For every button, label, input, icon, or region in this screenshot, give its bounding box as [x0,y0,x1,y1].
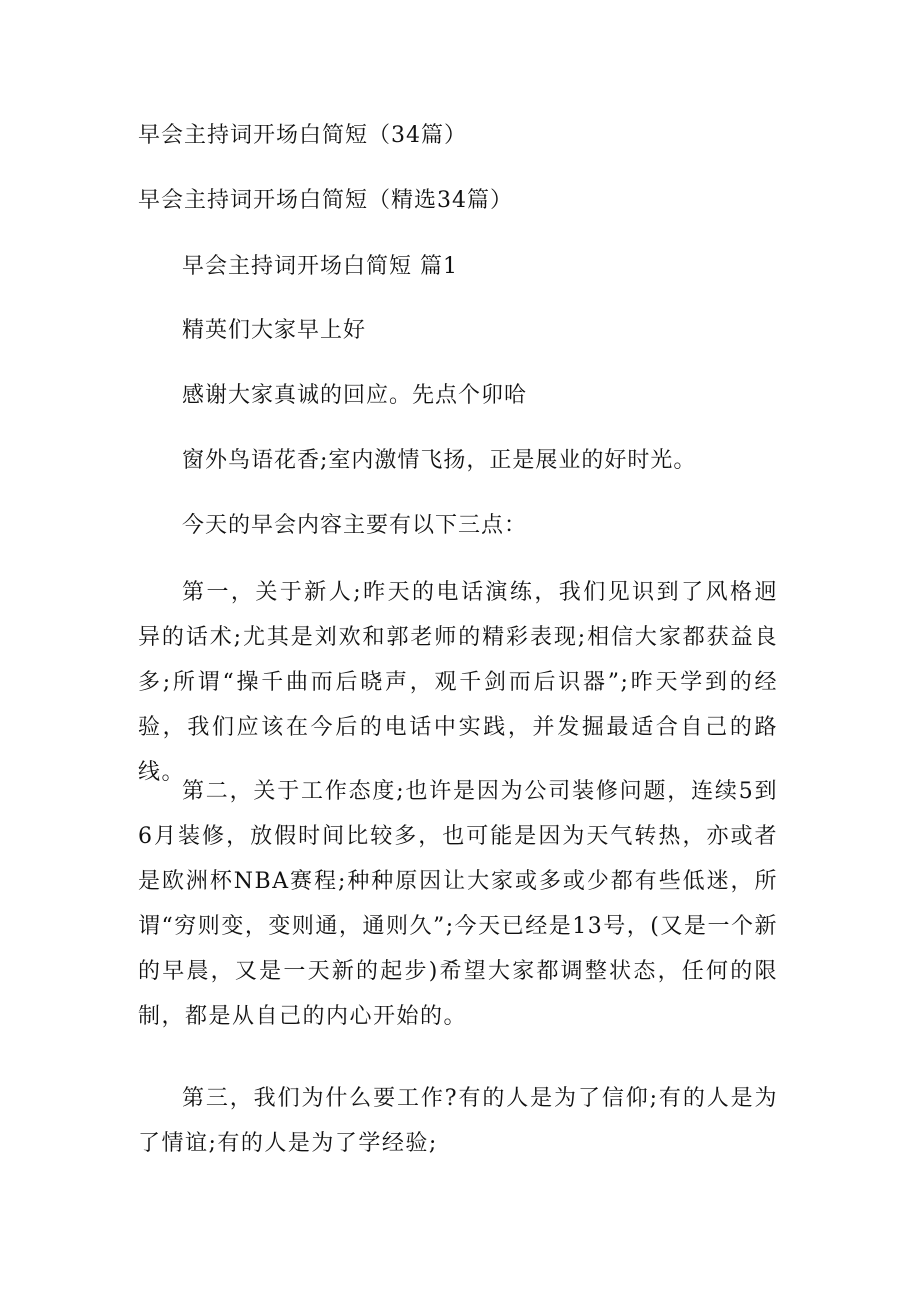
greeting-line: 精英们大家早上好 [182,318,367,343]
atmosphere-line: 窗外鸟语花香;室内激情飞扬，正是展业的好时光。 [182,448,697,473]
paragraph-third-point: 第三，我们为什么要工作?有的人是为了信仰;有的人是为了情谊;有的人是为了学经验; [138,1086,778,1156]
paragraph-second-point: 第二，关于工作态度;也许是因为公司装修问题，连续5到6月装修，放假时间比较多，也可能是因为天气转热，亦或者是欧洲杯NBA赛程;种种原因让大家或多或少都有些低迷，所谓“穷则变，变则通，通则久”;今天已经是13号，(又是一个新的早晨，又是一天新的起步)希望大家都调整状态，任何的限制，都是从自己的内心开始的。 [138,779,778,1029]
agenda-intro-line: 今天的早会内容主要有以下三点： [182,513,528,538]
thanks-line: 感谢大家真诚的回应。先点个卯哈 [182,383,528,408]
document-subtitle: 早会主持词开场白简短（精选34篇） [138,188,513,213]
paragraph-first-point: 第一，关于新人;昨天的电话演练，我们见识到了风格迥异的话术;尤其是刘欢和郭老师的精彩表现;相信大家都获益良多;所谓“操千曲而后晓声，观千剑而后识器”;昨天学到的经验，我们应该在今后的电话中实践，并发掘最适合自己的路线。 [138,580,778,785]
section-heading: 早会主持词开场白简短 篇1 [182,254,458,279]
document-title: 早会主持词开场白简短（34篇） [138,123,467,148]
